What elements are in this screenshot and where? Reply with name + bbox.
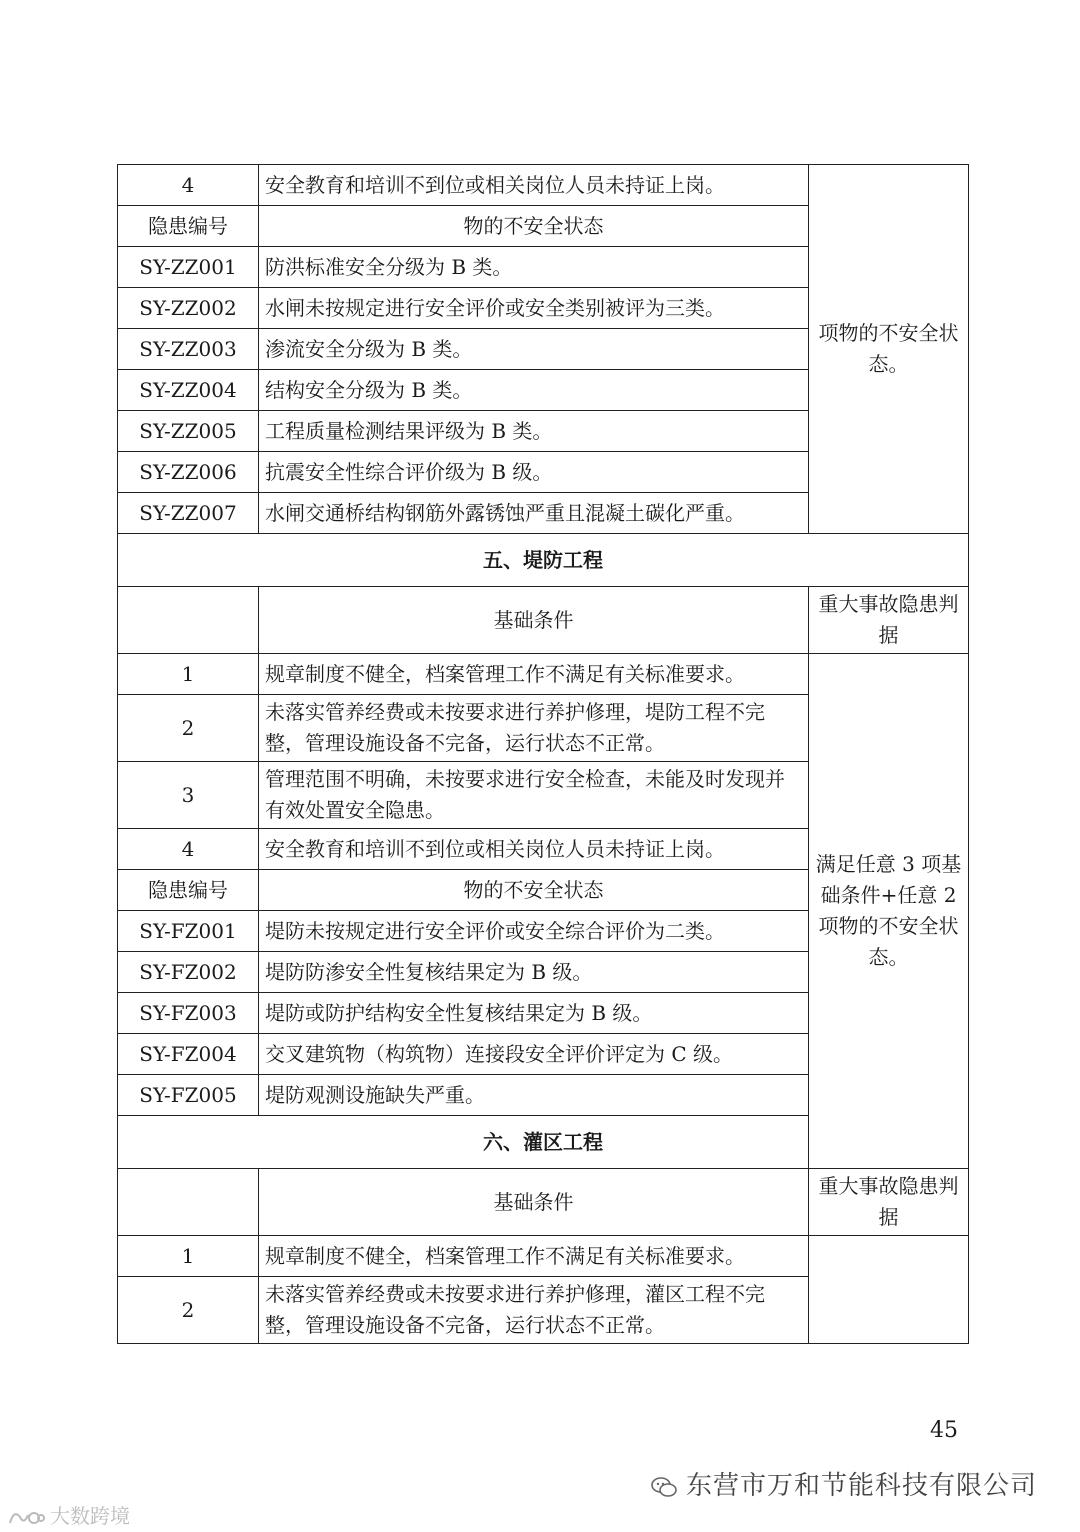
brand-name: 大数跨境 <box>50 1504 130 1528</box>
empty-header-cell <box>118 1169 259 1236</box>
hazard-text: 渗流安全分级为 B 类。 <box>259 329 809 370</box>
hazard-code: SY-FZ002 <box>118 952 259 993</box>
section-title: 五、堤防工程 <box>118 534 969 587</box>
hazard-text: 水闸未按规定进行安全评价或安全类别被评为三类。 <box>259 288 809 329</box>
hazard-text: 堤防观测设施缺失严重。 <box>259 1075 809 1116</box>
hazard-text: 水闸交通桥结构钢筋外露锈蚀严重且混凝土碳化严重。 <box>259 493 809 534</box>
unsafe-state-header: 物的不安全状态 <box>259 870 809 911</box>
section-title: 六、灌区工程 <box>118 1116 969 1169</box>
brand-watermark <box>6 1500 130 1529</box>
footer-watermark <box>650 1465 1037 1502</box>
page-number: 45 <box>930 1418 958 1443</box>
hazard-text: 堤防或防护结构安全性复核结果定为 B 级。 <box>259 993 809 1034</box>
condition-text: 未落实管养经费或未按要求进行养护修理，灌区工程不完整，管理设施设备不完备，运行状态不正常。 <box>259 1277 809 1344</box>
hazard-code: SY-ZZ007 <box>118 493 259 534</box>
hazard-text: 防洪标准安全分级为 B 类。 <box>259 247 809 288</box>
hazard-text: 堤防未按规定进行安全评价或安全综合评价为二类。 <box>259 911 809 952</box>
basic-conditions-header: 基础条件 <box>259 587 809 654</box>
condition-number: 1 <box>118 654 259 695</box>
hazard-code: SY-FZ005 <box>118 1075 259 1116</box>
empty-header-cell <box>118 587 259 654</box>
condition-number: 3 <box>118 762 259 829</box>
hazard-code: SY-ZZ005 <box>118 411 259 452</box>
hazard-code: SY-FZ001 <box>118 911 259 952</box>
hazard-code: SY-ZZ003 <box>118 329 259 370</box>
judgement-cell: 满足任意 3 项基础条件+任意 2 项物的不安全状态。 <box>809 654 969 1169</box>
hazard-text: 交叉建筑物（构筑物）连接段安全评价评定为 C 级。 <box>259 1034 809 1075</box>
condition-number: 2 <box>118 695 259 762</box>
hazard-text: 堤防防渗安全性复核结果定为 B 级。 <box>259 952 809 993</box>
hazard-code: SY-FZ004 <box>118 1034 259 1075</box>
hazard-code: SY-FZ003 <box>118 993 259 1034</box>
hazard-no-header: 隐患编号 <box>118 870 259 911</box>
judgement-header: 重大事故隐患判据 <box>809 1169 969 1236</box>
judgement-cell: 项物的不安全状态。 <box>809 165 969 534</box>
condition-text: 安全教育和培训不到位或相关岗位人员未持证上岗。 <box>259 829 809 870</box>
hazard-text: 结构安全分级为 B 类。 <box>259 370 809 411</box>
hazard-text: 抗震安全性综合评价级为 B 级。 <box>259 452 809 493</box>
footer-company-name: 东营市万和节能科技有限公司 <box>686 1471 1038 1501</box>
condition-number: 2 <box>118 1277 259 1344</box>
hazard-no-header: 隐患编号 <box>118 206 259 247</box>
hazard-code: SY-ZZ002 <box>118 288 259 329</box>
condition-text: 规章制度不健全，档案管理工作不满足有关标准要求。 <box>259 654 809 695</box>
condition-number: 4 <box>118 829 259 870</box>
unsafe-state-header: 物的不安全状态 <box>259 206 809 247</box>
basic-conditions-header: 基础条件 <box>259 1169 809 1236</box>
hazard-text: 工程质量检测结果评级为 B 类。 <box>259 411 809 452</box>
regulation-table <box>117 164 969 1344</box>
hazard-code: SY-ZZ004 <box>118 370 259 411</box>
condition-number: 1 <box>118 1236 259 1277</box>
condition-text: 管理范围不明确，未按要求进行安全检查，未能及时发现并有效处置安全隐患。 <box>259 762 809 829</box>
condition-text: 安全教育和培训不到位或相关岗位人员未持证上岗。 <box>259 165 809 206</box>
brand-logo-icon <box>6 1507 46 1529</box>
condition-number: 4 <box>118 165 259 206</box>
wechat-icon <box>650 1476 678 1498</box>
hazard-code: SY-ZZ001 <box>118 247 259 288</box>
hazard-code: SY-ZZ006 <box>118 452 259 493</box>
condition-text: 未落实管养经费或未按要求进行养护修理，堤防工程不完整，管理设施设备不完备，运行状态不正常。 <box>259 695 809 762</box>
judgement-header: 重大事故隐患判据 <box>809 587 969 654</box>
judgement-cell <box>809 1236 969 1344</box>
condition-text: 规章制度不健全，档案管理工作不满足有关标准要求。 <box>259 1236 809 1277</box>
